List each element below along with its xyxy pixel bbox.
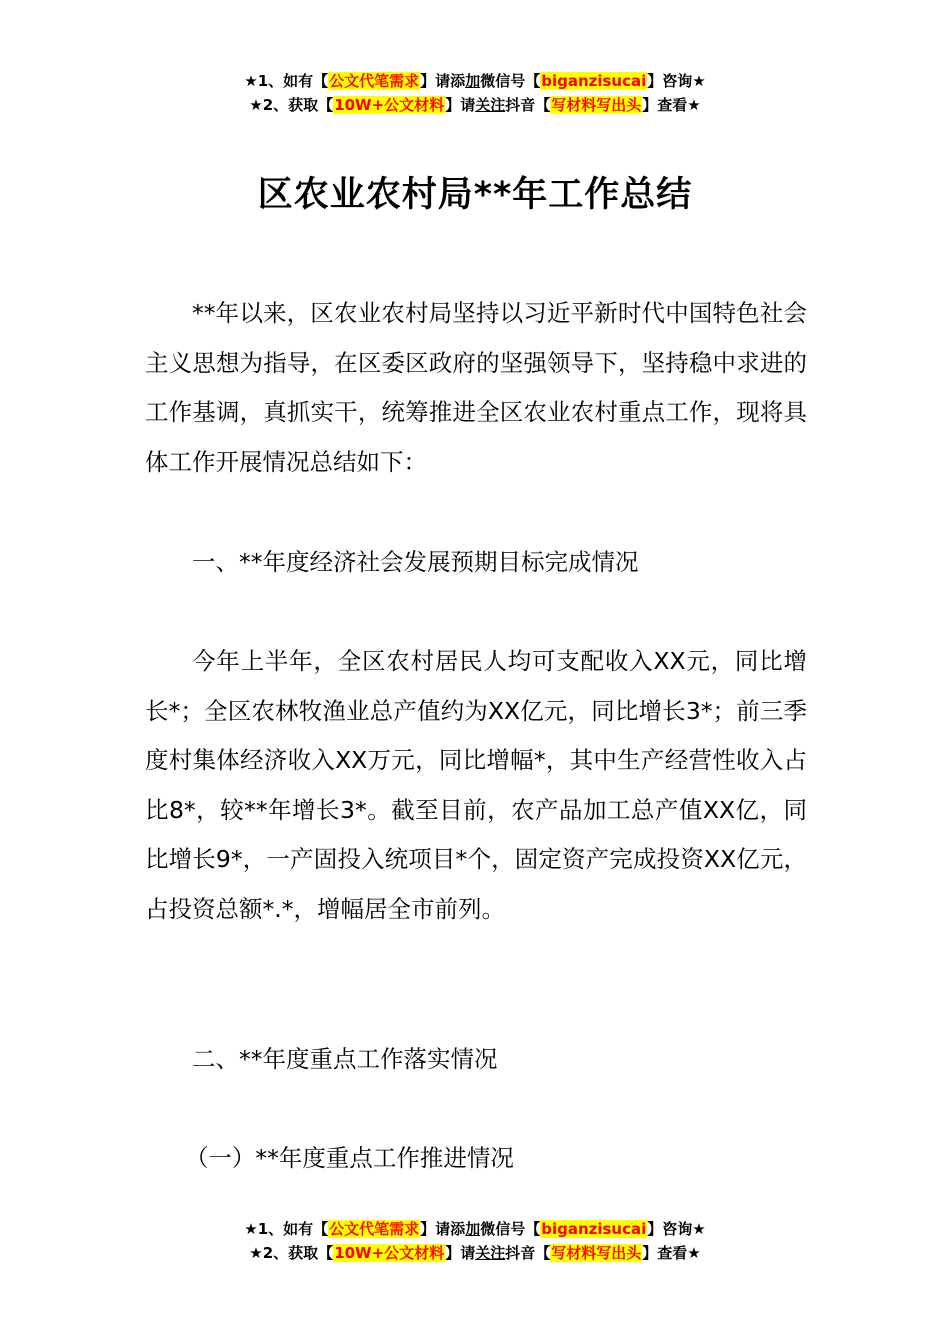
promo-underline: 加 (465, 72, 481, 90)
promo-text: 抖音【 (505, 1244, 551, 1262)
promo-line-2 (0, 93, 950, 117)
promo-highlight: 10W+公文材料 (334, 96, 445, 114)
promo-text: 】查看★ (642, 96, 701, 114)
promo-highlight: 写材料写出头 (551, 1244, 642, 1262)
subsection-heading-1: （一）**年度重点工作推进情况 (184, 1144, 514, 1172)
economic-paragraph: 今年上半年，全区农村居民人均可支配收入XX元，同比增长*；全区农林牧渔业总产值约为XX亿元，同比增长3*；前三季度村集体经济收入XX万元，同比增幅*，其中生产经营性收入占比8*，较**年增长3*。截至目前，农产品加工总产值XX亿，同比增长9*，一产固投入统项目*个，固定资产完成投资XX亿元，占投资总额*.*，增幅居全市前列。 (145, 647, 807, 923)
promo-highlight: biganzisucai (541, 1220, 647, 1238)
promo-text: 微信号【 (480, 72, 541, 90)
promo-text: ★2、获取【 (249, 96, 334, 114)
promo-banner-bottom (0, 1217, 950, 1265)
promo-highlight: 10W+公文材料 (334, 1244, 445, 1262)
promo-text: 】请添 (420, 1220, 466, 1238)
section-heading-1: 一、**年度经济社会发展预期目标完成情况 (192, 548, 639, 576)
promo-line-2 (0, 1241, 950, 1265)
promo-line-1 (0, 69, 950, 93)
promo-text: ★1、如有【 (244, 1220, 329, 1238)
intro-section (145, 289, 807, 487)
promo-highlight: 写材料写出头 (551, 96, 642, 114)
promo-text: 】咨询★ (647, 72, 706, 90)
section-one-body (145, 637, 807, 934)
section-heading-2: 二、**年度重点工作落实情况 (192, 1045, 498, 1073)
promo-text: ★1、如有【 (244, 72, 329, 90)
promo-text: 】咨询★ (647, 1220, 706, 1238)
section-one (145, 538, 807, 588)
promo-highlight: 公文代笔需求 (329, 1220, 420, 1238)
promo-text: 】查看★ (642, 1244, 701, 1262)
promo-text: 】请 (445, 1244, 476, 1262)
promo-highlight: biganzisucai (541, 72, 647, 90)
subsection-one (145, 1134, 807, 1184)
promo-underline: 关注 (475, 1244, 506, 1262)
promo-highlight: 公文代笔需求 (329, 72, 420, 90)
promo-text: 抖音【 (505, 96, 551, 114)
promo-underline: 关注 (475, 96, 506, 114)
promo-underline: 加 (465, 1220, 481, 1238)
promo-text: 】请添 (420, 72, 466, 90)
promo-text: ★2、获取【 (249, 1244, 334, 1262)
intro-paragraph: **年以来，区农业农村局坚持以习近平新时代中国特色社会主义思想为指导，在区委区政府的坚强领导下，坚持稳中求进的工作基调，真抓实干，统筹推进全区农业农村重点工作，现将具体工作开展情况总结如下： (145, 299, 807, 476)
promo-banner-top (0, 69, 950, 117)
promo-text: 微信号【 (480, 1220, 541, 1238)
promo-line-1 (0, 1217, 950, 1241)
document-title: 区农业农村局**年工作总结 (257, 175, 693, 216)
section-two (145, 1035, 807, 1085)
promo-text: 】请 (445, 96, 476, 114)
